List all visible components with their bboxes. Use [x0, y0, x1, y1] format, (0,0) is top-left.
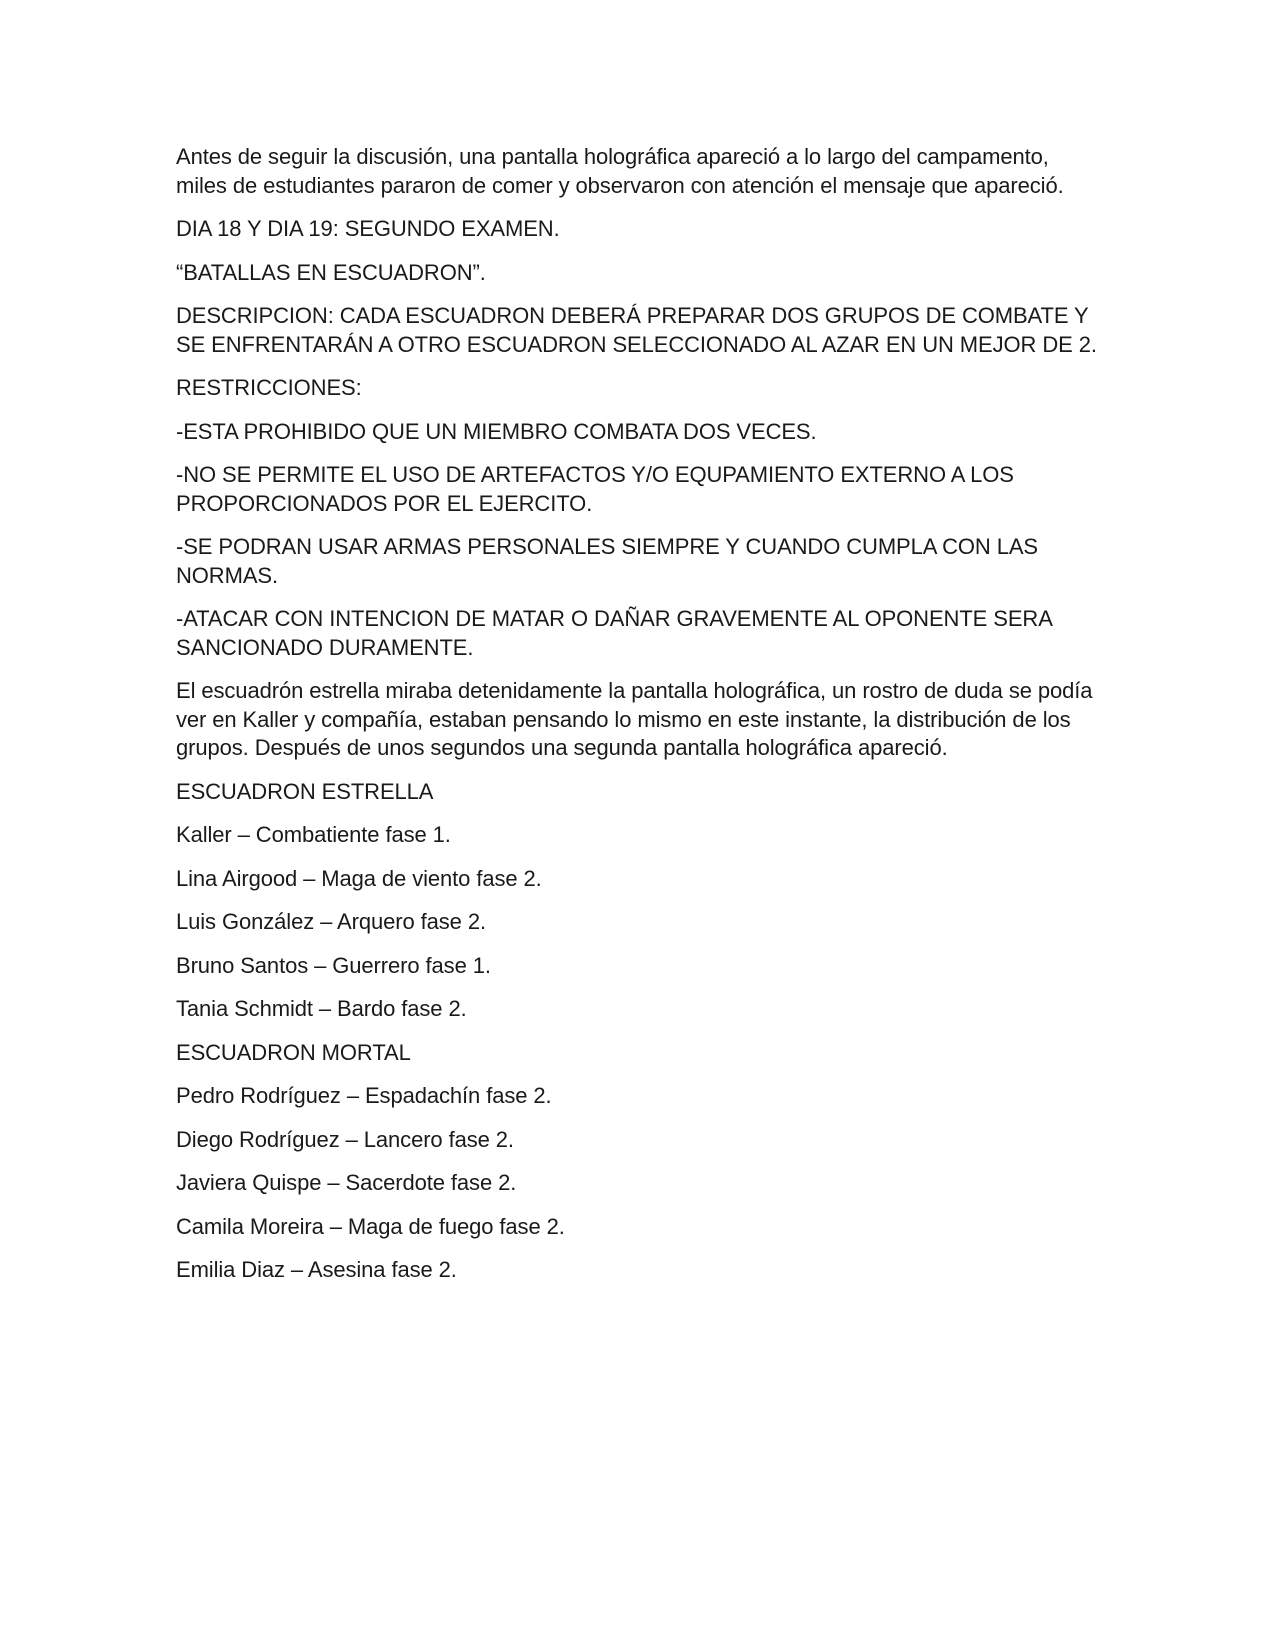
paragraph-restriction-2: -NO SE PERMITE EL USO DE ARTEFACTOS Y/O EQUPAMIENTO EXTERNO A LOS PROPORCIONADOS POR EL EJERCITO. — [176, 462, 1014, 516]
paragraph-restriction-1: -ESTA PROHIBIDO QUE UN MIEMBRO COMBATA DOS VECES. — [176, 418, 817, 444]
paragraph-restrictions-heading: RESTRICCIONES: — [176, 375, 362, 400]
paragraph-intro: Antes de seguir la discusión, una pantalla holográfica apareció a lo largo del campamento, miles de estudiantes pararon de comer y observaron con atención el mensaje que apareció. — [176, 144, 1064, 198]
squad-member: Lina Airgood – Maga de viento fase 2. — [176, 865, 542, 891]
squad-member: Camila Moreira – Maga de fuego fase 2. — [176, 1213, 565, 1239]
squad-member: Pedro Rodríguez – Espadachín fase 2. — [176, 1083, 552, 1108]
paragraph-narrative: El escuadrón estrella miraba detenidamente la pantalla holográfica, un rostro de duda se podía ver en Kaller y compañía, estaban pensando lo mismo en este instante, la distribución de los grupos. Después de unos segundos una segunda pantalla holográfica apareció. — [176, 678, 1093, 760]
squad-heading-estrella: ESCUADRON ESTRELLA — [176, 778, 434, 804]
squad-member: Tania Schmidt – Bardo fase 2. — [176, 996, 467, 1021]
paragraph-description: DESCRIPCION: CADA ESCUADRON DEBERÁ PREPARAR DOS GRUPOS DE COMBATE Y SE ENFRENTARÁN A OTRO ESCUADRON SELECCIONADO AL AZAR EN UN MEJOR DE 2. — [176, 303, 1097, 357]
squad-member: Diego Rodríguez – Lancero fase 2. — [176, 1126, 514, 1152]
paragraph-exam-title: “BATALLAS EN ESCUADRON”. — [176, 259, 486, 285]
paragraph-restriction-3: -SE PODRAN USAR ARMAS PERSONALES SIEMPRE Y CUANDO CUMPLA CON LAS NORMAS. — [176, 534, 1039, 588]
squad-heading-mortal: ESCUADRON MORTAL — [176, 1039, 411, 1065]
document-body — [176, 143, 1098, 1300]
squad-member: Luis González – Arquero fase 2. — [176, 909, 486, 934]
paragraph-restriction-4: -ATACAR CON INTENCION DE MATAR O DAÑAR GRAVEMENTE AL OPONENTE SERA SANCIONADO DURAMENTE. — [176, 606, 1052, 660]
squad-member: Emilia Diaz – Asesina fase 2. — [176, 1257, 457, 1282]
squad-member: Kaller – Combatiente fase 1. — [176, 822, 451, 847]
squad-member: Bruno Santos – Guerrero fase 1. — [176, 952, 491, 978]
paragraph-exam-days: DIA 18 Y DIA 19: SEGUNDO EXAMEN. — [176, 216, 560, 241]
squad-member: Javiera Quispe – Sacerdote fase 2. — [176, 1170, 517, 1195]
